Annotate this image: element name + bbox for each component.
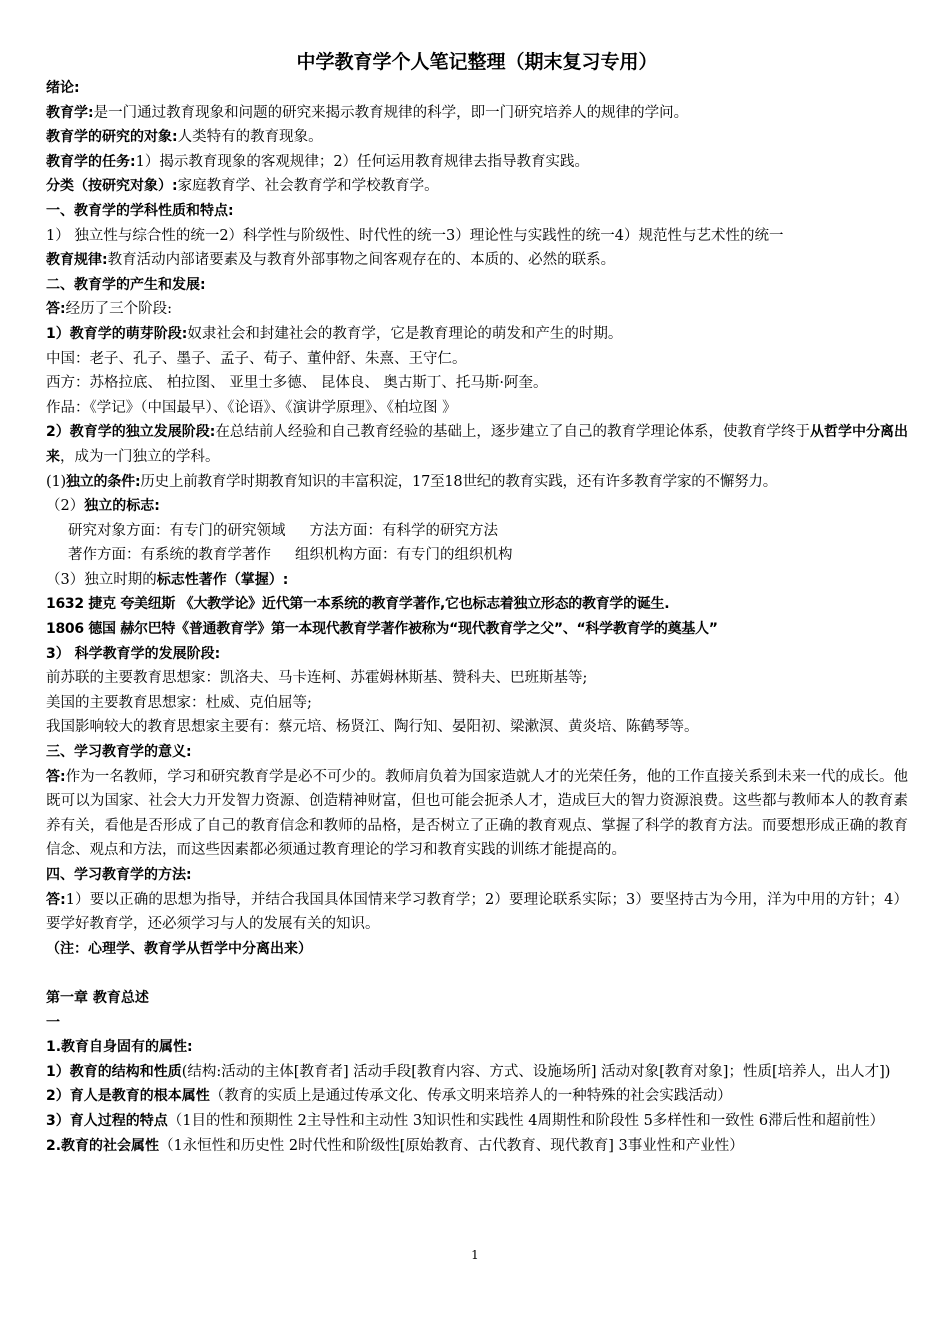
text-line [46, 125, 908, 150]
text-line [46, 715, 908, 740]
landmark-works-heading [46, 568, 908, 593]
line-text: 中国：老子、孔子、墨子、孟子、荀子、董仲舒、朱熹、王守仁。 [46, 350, 467, 367]
method-paragraph [46, 888, 908, 937]
intro-lines [46, 76, 908, 420]
marks-prefix: （2） [46, 498, 85, 515]
work-comenius: 1632 捷克 夸美纽斯 《大教学论》近代第一本系统的教育学著作,它也标志着独立形态的教育学的诞生. [46, 596, 670, 613]
conditions-label: 独立的条件: [65, 473, 141, 490]
page-number: 1 [471, 1248, 479, 1262]
works-prefix: （3）独立时期的 [46, 571, 157, 588]
line-text: 奴隶社会和封建社会的教育学，它是教育理论的萌发和产生的时期。 [187, 325, 623, 342]
mark-organization: 组织机构方面：有专门的组织机构 [295, 547, 513, 564]
document-title: 中学教育学个人笔记整理（期末复习专用） [296, 51, 658, 73]
social-attributes-text: （1永恒性和历史性 2时代性和阶级性[原始教育、古代教育、现代教育] 3事业性和产业性） [159, 1137, 744, 1154]
marks-label: 独立的标志: [84, 498, 160, 515]
line-text: 教育活动内部诸要素及与教育外部事物之间客观存在的、本质的、必然的联系。 [107, 252, 616, 269]
text-line [46, 174, 908, 199]
development-lines [46, 642, 908, 765]
text-line [46, 101, 908, 126]
text-line [46, 396, 908, 421]
line-text: 家庭教育学、社会教育学和学校教育学。 [177, 178, 439, 195]
text-line [46, 76, 908, 101]
line-label: 三、学习教育学的意义: [46, 744, 192, 761]
inherent-attributes-heading: 1.教育自身固有的属性: [46, 1039, 193, 1056]
process-features-text: （1目的性和预期性 2主导性和主动性 3知识性和实践性 4周期性和阶段性 5多样性和一致性 6滞后性和超前性） [167, 1112, 885, 1129]
line-text: 经历了三个阶段: [65, 301, 172, 318]
independence-marks-row-1 [46, 519, 908, 544]
line-text: 作品：《学记》（中国最早）、《论语》、《演讲学原理》、《柏垃图 》 [46, 399, 457, 416]
stage2-bold: 从哲学中分离出来 [46, 424, 909, 465]
structure-nature-label: 1）教育的结构和性质 [46, 1063, 182, 1080]
fundamental-attribute-text: （教育的实质上是通过传承文化、传承文明来培养人的一种特殊的社会实践活动） [209, 1088, 732, 1105]
process-features-label: 3）育人过程的特点 [46, 1112, 168, 1129]
text-line [46, 199, 908, 224]
line-text: 西方：苏格拉底、 柏拉图、 亚里士多德、 昆体良、 奥古斯丁、托马斯·阿奎。 [46, 375, 548, 392]
mark-works: 著作方面：有系统的教育学著作 [68, 547, 271, 564]
text-line [46, 297, 908, 322]
line-text: 1）揭示教育现象的客观规律；2）任何运用教育规律去指导教育实践。 [135, 153, 590, 170]
stage2-text-b: ，成为一门独立的学科。 [60, 448, 220, 465]
text-line [46, 666, 908, 691]
text-line [46, 691, 908, 716]
mark-method: 方法方面：有科学的研究方法 [309, 522, 498, 539]
line-label: 教育规律: [46, 252, 108, 269]
chapter-section-mark: 一 [46, 1014, 60, 1031]
note: （注：心理学、教育学从哲学中分离出来） [46, 940, 312, 957]
line-label: 一、教育学的学科性质和特点: [46, 202, 234, 219]
line-label: 1）教育学的萌芽阶段: [46, 325, 188, 342]
line-label: 教育学的任务: [46, 153, 136, 170]
text-line [46, 248, 908, 273]
method-text: 1）要以正确的思想为指导，并结合我国具体国情来学习教育学；2）要理论联系实际；3）要坚持古为今用，洋为中用的方针；4）要学好教育学，还必须学习与人的发展有关的知识。 [46, 891, 908, 933]
stage2-text-a: 在总结前人经验和自己教育经验的基础上，逐步建立了自己的教育学理论体系，使教育学终于 [215, 424, 810, 441]
line-label: 二、教育学的产生和发展: [46, 276, 206, 293]
stage2-label: 2）教育学的独立发展阶段: [46, 424, 216, 441]
line-label: 分类（按研究对象）: [46, 178, 178, 195]
social-attributes [46, 1134, 908, 1159]
text-line [46, 150, 908, 175]
text-line [46, 322, 908, 347]
fundamental-attribute [46, 1084, 908, 1109]
mark-research-object: 研究对象方面：有专门的研究领域 [68, 522, 286, 539]
text-line [46, 371, 908, 396]
independence-marks-heading [46, 494, 908, 519]
works-label: 标志性著作（掌握）: [156, 571, 289, 588]
text-line [46, 273, 908, 298]
line-text: 人类特有的教育现象。 [177, 129, 323, 146]
document-page [46, 48, 908, 1158]
structure-nature-text: (结构:活动的主体[教育者] 活动手段[教育内容、方式、设施场所] 活动对象[教育对象]；性质[培养人，出人才]) [181, 1063, 891, 1080]
chapter-title: 第一章 教育总述 [46, 989, 149, 1006]
line-label: 教育学的研究的对象: [46, 129, 178, 146]
meaning-paragraph [46, 765, 908, 863]
conditions-prefix: (1) [46, 473, 66, 490]
method-heading: 四、学习教育学的方法: [46, 867, 192, 883]
line-text: 美国的主要教育思想家：杜威、克伯屈等; [46, 694, 312, 711]
text-line [46, 347, 908, 372]
fundamental-attribute-label: 2）育人是教育的根本属性 [46, 1088, 210, 1105]
line-label: 答: [46, 301, 66, 318]
line-text: 是一门通过教育现象和问题的研究来揭示教育规律的科学，即一门研究培养人的规律的学问。 [93, 104, 689, 121]
social-attributes-label: 2.教育的社会属性 [46, 1137, 160, 1154]
independence-marks-row-2 [46, 543, 908, 568]
line-text: 前苏联的主要教育思想家：凯洛夫、马卡连柯、苏霍姆林斯基、赞科夫、巴班斯基等; [46, 670, 588, 687]
line-text: 1） 独立性与综合性的统一2）科学性与阶级性、时代性的统一3）理论性与实践性的统一4）规范性与艺术性的统一 [46, 227, 784, 244]
meaning-label: 答: [46, 768, 66, 785]
meaning-text: 作为一名教师，学习和研究教育学是必不可少的。教师肩负着为国家造就人才的光荣任务，他的工作直接关系到未来一代的成长。他既可以为国家、社会大力开发智力资源、创造精神财富，但也可能会扼杀人才，造成巨大的智力资源浪费。这些都与教师本人的教育素养有关，看他是否形成了自己的教育信念和教师的品格，是否树立了正确的教育观点、掌握了科学的教育方法。而要想形成正确的教育信念、观点和方法，而这些因素都必须通过教育理论的学习和教育实践的训练才能提高的。 [46, 768, 908, 859]
line-label: 绪论: [46, 80, 80, 96]
method-label: 答: [46, 891, 66, 908]
line-label: 教育学: [46, 104, 94, 121]
stage2-paragraph [46, 420, 908, 469]
independence-conditions [46, 470, 908, 495]
work-herbart: 1806 德国 赫尔巴特《普通教育学》第一本现代教育学著作被称为“现代教育学之父”、“科学教育学的奠基人” [46, 621, 718, 638]
text-line [46, 740, 908, 765]
line-label: 3） 科学教育学的发展阶段: [46, 645, 221, 662]
structure-nature-paragraph [46, 1060, 908, 1085]
text-line [46, 224, 908, 249]
conditions-text: 历史上前教育学时期教育知识的丰富积淀，17至18世纪的教育实践，还有许多教育学家的不懈努力。 [140, 473, 778, 490]
text-line [46, 642, 908, 667]
education-process-features [46, 1109, 908, 1134]
line-text: 我国影响较大的教育思想家主要有：蔡元培、杨贤江、陶行知、晏阳初、梁漱溟、黄炎培、陈鹤琴等。 [46, 719, 699, 736]
